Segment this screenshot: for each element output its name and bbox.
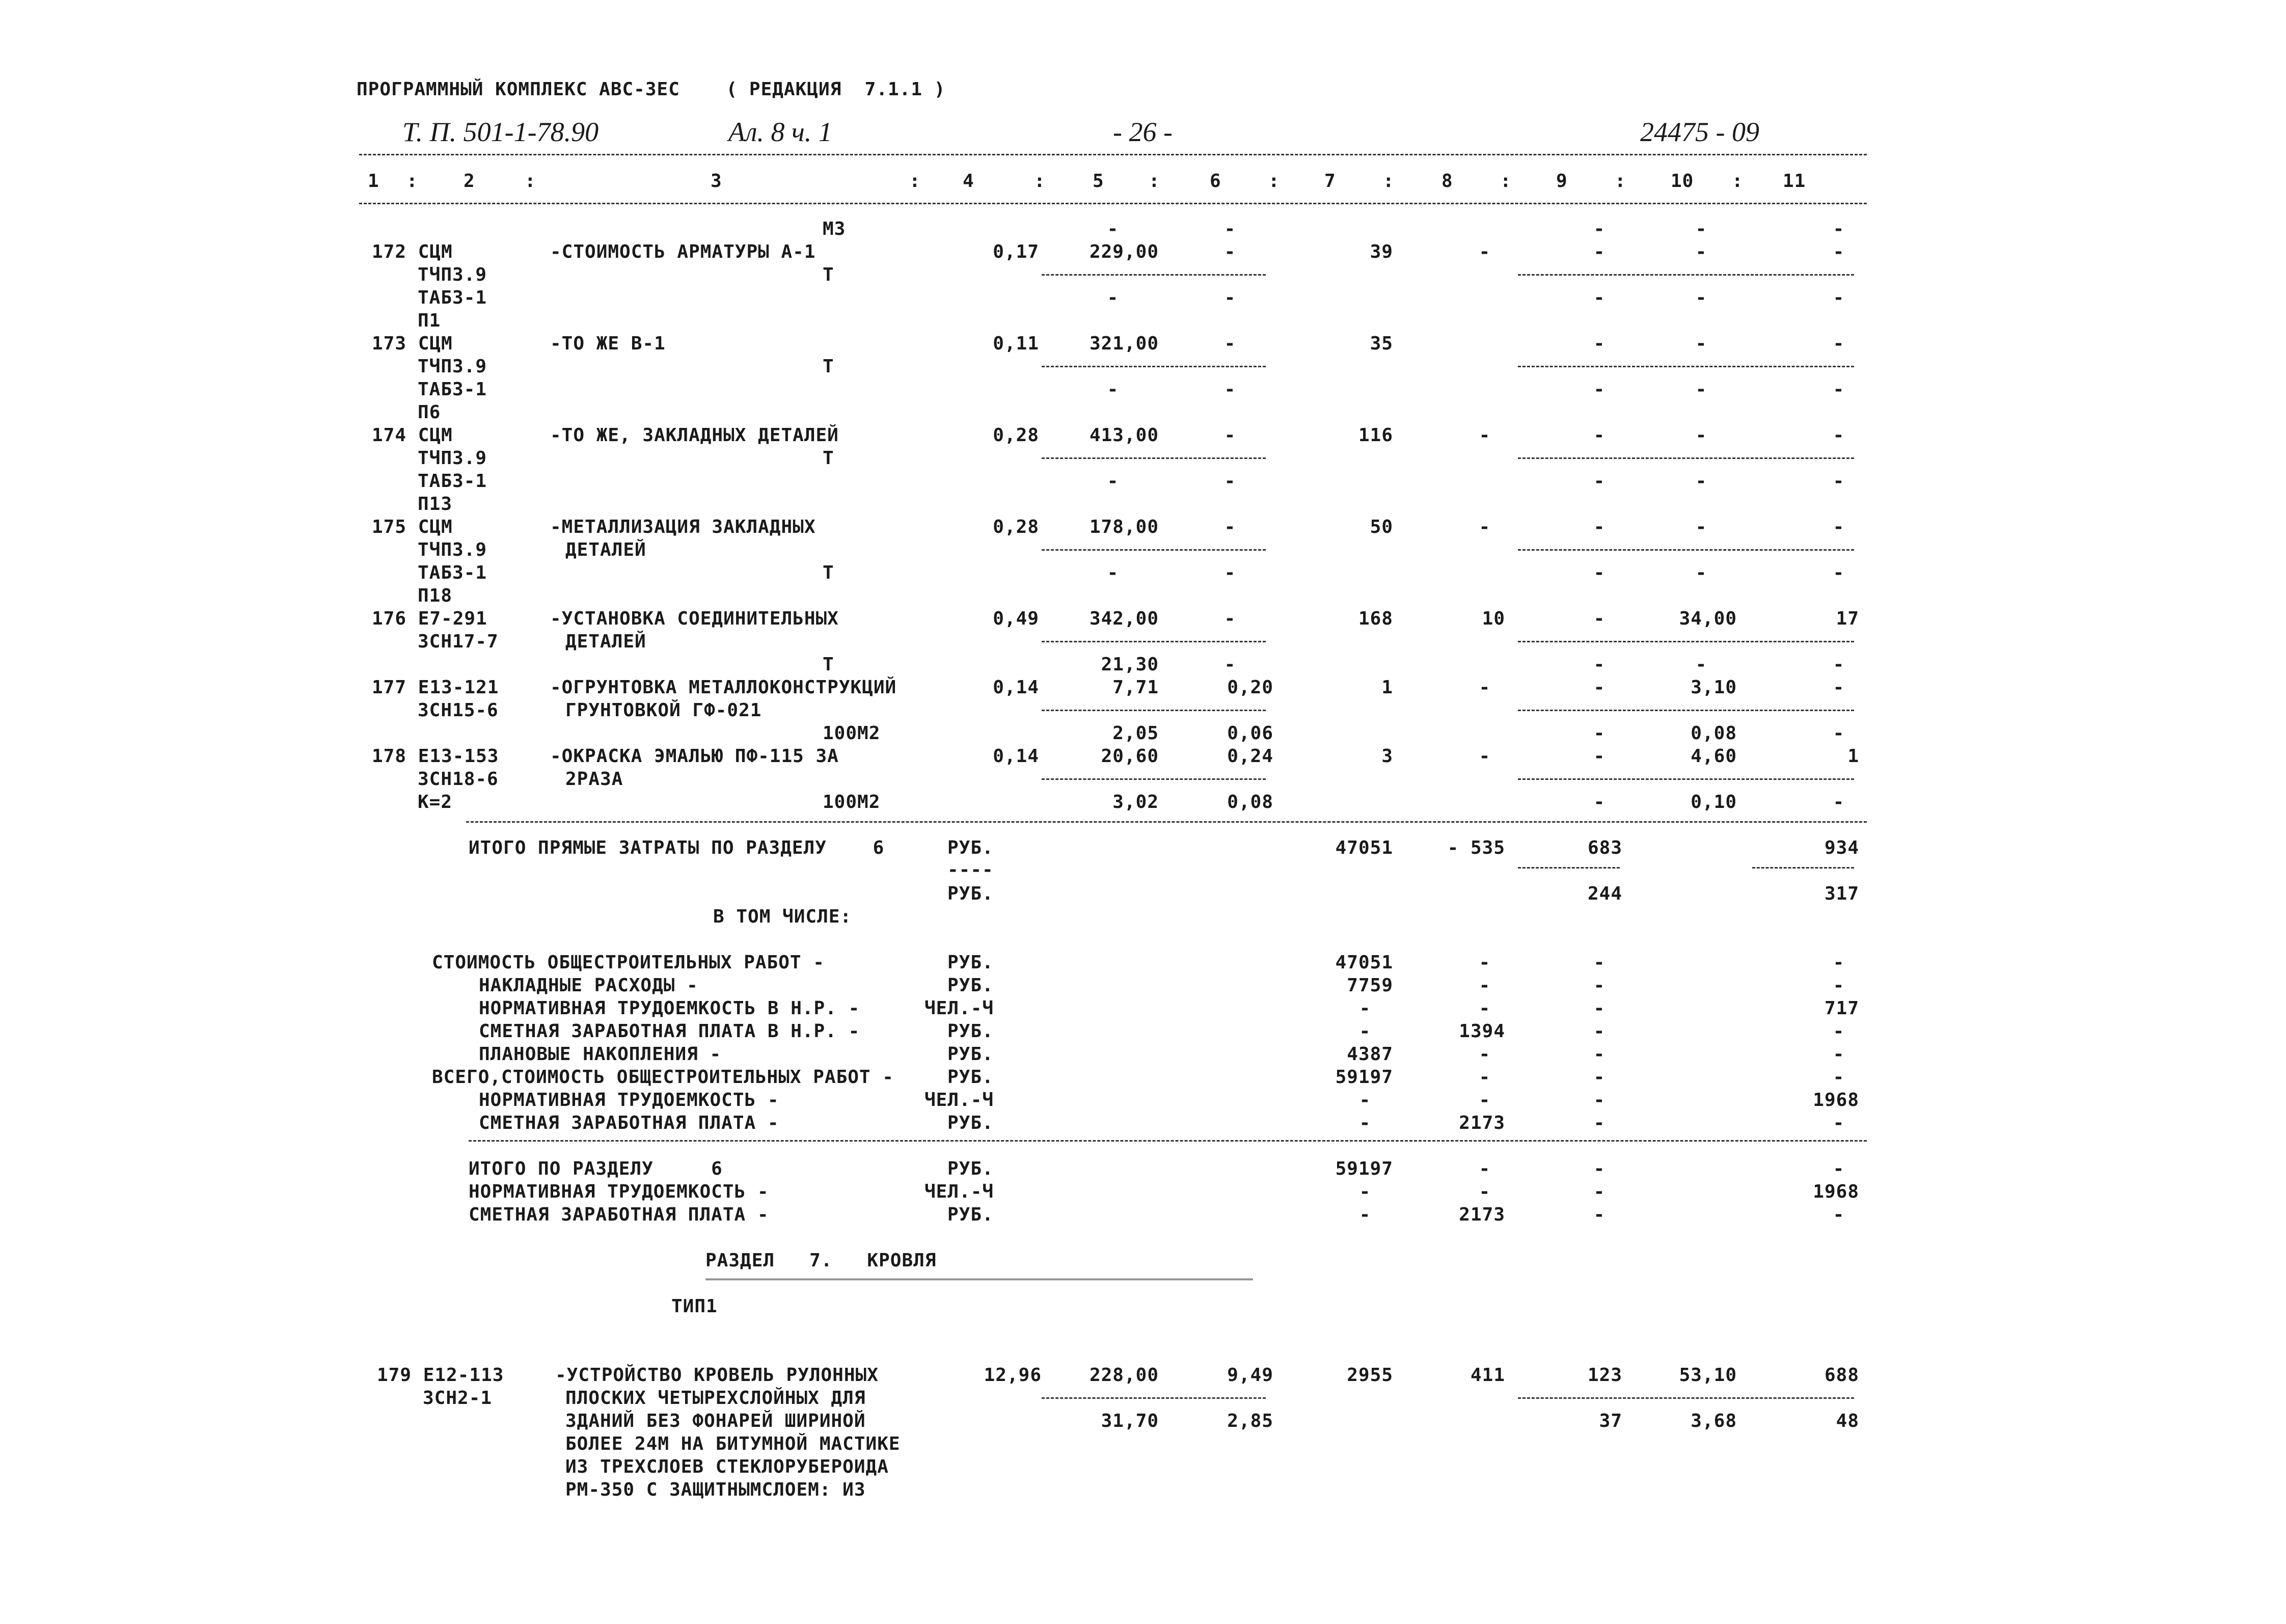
table-cell: 3,10 [1691, 677, 1737, 698]
table-cell: В ТОМ ЧИСЛЕ: [713, 906, 852, 927]
table-cell: П1 [418, 310, 441, 331]
table-cell: - [1833, 1204, 1845, 1225]
table-cell: 2955 [1347, 1365, 1393, 1386]
table-cell: - [1107, 219, 1119, 239]
table-cell: РУБ. [947, 1158, 994, 1179]
column-9-header: 9 [1556, 171, 1568, 192]
table-cell: - [1833, 1044, 1845, 1065]
table-cell: НОРМАТИВНАЯ ТРУДОЕМКОСТЬ В Н.Р. - [479, 998, 860, 1019]
table-cell: 177 Е13-121 [372, 677, 499, 698]
table-cell: 175 СЦМ [372, 517, 453, 537]
table-cell: СМЕТНАЯ ЗАРАБОТНАЯ ПЛАТА - [479, 1113, 779, 1133]
table-cell: 2,85 [1227, 1411, 1273, 1431]
table-cell: РУБ. [947, 1021, 994, 1042]
table-cell: - [1224, 333, 1236, 354]
table-cell: 688 [1824, 1365, 1859, 1386]
column-7-header: 7 [1324, 171, 1336, 192]
table-cell: - [1224, 471, 1236, 492]
table-cell: - [1593, 471, 1605, 492]
table-cell: - [1107, 471, 1119, 492]
page-number: - 26 - [1113, 117, 1173, 147]
table-cell: - [1833, 219, 1845, 239]
table-cell: СТОИМОСТЬ ОБЩЕСТРОИТЕЛЬНЫХ РАБОТ - [432, 952, 825, 973]
table-cell: ПЛОСКИХ ЧЕТЫРЕХСЛОЙНЫХ ДЛЯ [565, 1388, 866, 1409]
table-cell: - [1833, 1113, 1845, 1133]
table-cell: - [1593, 1044, 1605, 1065]
table-cell: М3 [823, 219, 846, 239]
table-cell: -ТО ЖЕ, ЗАКЛАДНЫХ ДЕТАЛЕЙ [550, 425, 839, 446]
table-cell: 717 [1824, 998, 1859, 1019]
column-6-header: 6 [1210, 171, 1221, 192]
table-cell: Т [823, 356, 834, 377]
table-cell: - [1107, 379, 1119, 400]
table-cell: - [1359, 1090, 1371, 1111]
table-cell: 1968 [1813, 1090, 1859, 1111]
table-cell: -ТО ЖЕ В-1 [550, 333, 666, 354]
table-cell: ТЧП3.9 [418, 539, 487, 560]
table-cell: 9,49 [1227, 1365, 1273, 1386]
table-cell: 47051 [1335, 952, 1393, 973]
table-cell: 47051 [1335, 837, 1393, 858]
table-cell: ГРУНТОВКОЙ ГФ-021 [565, 700, 762, 721]
table-cell: - [1833, 975, 1845, 996]
table-cell: - [1224, 379, 1236, 400]
table-cell: - [1833, 1021, 1845, 1042]
table-cell: - [1479, 746, 1491, 767]
table-cell: 228,00 [1089, 1365, 1159, 1386]
table-cell: - [1359, 1181, 1371, 1202]
table-cell: 1 [1847, 746, 1859, 767]
table-cell: П6 [418, 402, 441, 423]
table-cell: - [1833, 241, 1845, 262]
table-cell: 0,06 [1227, 723, 1273, 744]
table-cell: - [1833, 654, 1845, 675]
column-1-header: 1 [368, 171, 379, 192]
table-cell: 413,00 [1089, 425, 1159, 446]
project-code: Т. П. 501-1-78.90 [402, 117, 599, 147]
table-cell: 174 СЦМ [372, 425, 453, 446]
column-separator: : [1149, 171, 1160, 192]
table-cell: - [1107, 287, 1119, 308]
table-cell: - [1224, 608, 1236, 629]
table-cell: 10 [1482, 608, 1505, 629]
table-cell: - [1695, 379, 1707, 400]
table-cell: 0,17 [993, 241, 1039, 262]
table-cell: -УСТРОЙСТВО КРОВЕЛЬ РУЛОННЫХ [555, 1365, 879, 1386]
table-cell: 0,14 [993, 677, 1039, 698]
table-cell: 2173 [1459, 1204, 1505, 1225]
table-cell: 2РАЗА [565, 769, 623, 790]
table-cell: - [1479, 677, 1491, 698]
table-cell: НАКЛАДНЫЕ РАСХОДЫ - [479, 975, 698, 996]
table-cell: -УСТАНОВКА СОЕДИНИТЕЛЬНЫХ [550, 608, 839, 629]
table-cell: 0,24 [1227, 746, 1273, 767]
table-cell: РУБ. [947, 1113, 994, 1133]
table-cell: 176 Е7-291 [372, 608, 487, 629]
table-cell: - [1593, 723, 1605, 744]
table-cell: - [1695, 241, 1707, 262]
table-cell: -ОГРУНТОВКА МЕТАЛЛОКОНСТРУКЦИЙ [550, 677, 897, 698]
table-cell: 2173 [1459, 1113, 1505, 1133]
table-cell: 0,28 [993, 517, 1039, 537]
table-cell: ДЕТАЛЕЙ [565, 539, 646, 560]
table-cell: - [1107, 562, 1119, 583]
table-cell: 2,05 [1112, 723, 1159, 744]
table-cell: - [1224, 241, 1236, 262]
table-cell: - [1593, 746, 1605, 767]
table-cell: ИТОГО ПО РАЗДЕЛУ 6 [469, 1158, 723, 1179]
table-cell: 411 [1470, 1365, 1505, 1386]
column-separator: : [525, 171, 536, 192]
table-cell: - [1479, 998, 1491, 1019]
table-cell: - [1833, 723, 1845, 744]
table-cell: - [1479, 975, 1491, 996]
column-2-header: 2 [464, 171, 475, 192]
column-4-header: 4 [963, 171, 974, 192]
table-cell: 0,11 [993, 333, 1039, 354]
table-cell: - [1479, 1090, 1491, 1111]
table-cell: - [1593, 379, 1605, 400]
table-cell: 0,20 [1227, 677, 1273, 698]
table-cell: 3СН18-6 [418, 769, 499, 790]
column-10-header: 10 [1671, 171, 1694, 192]
table-cell: -МЕТАЛЛИЗАЦИЯ ЗАКЛАДНЫХ [550, 517, 816, 537]
table-cell: - [1695, 425, 1707, 446]
table-cell: 53,10 [1679, 1365, 1737, 1386]
table-cell: П18 [418, 585, 453, 606]
table-cell: 683 [1587, 837, 1622, 858]
table-cell: - [1479, 1181, 1491, 1202]
table-cell: - [1695, 333, 1707, 354]
table-cell: 178 Е13-153 [372, 746, 499, 767]
table-cell: НОРМАТИВНАЯ ТРУДОЕМКОСТЬ - [469, 1181, 769, 1202]
table-cell: РУБ. [947, 1044, 994, 1065]
table-cell: - [1593, 1204, 1605, 1225]
table-cell: - [1593, 287, 1605, 308]
table-cell: Т [823, 562, 834, 583]
table-cell: ЧЕЛ.-Ч [924, 998, 994, 1019]
table-cell: - [1593, 608, 1605, 629]
table-cell: 1968 [1813, 1181, 1859, 1202]
table-cell: 3 [1381, 746, 1393, 767]
table-cell: 4,60 [1691, 746, 1737, 767]
table-cell: 48 [1836, 1411, 1859, 1431]
table-cell: Т [823, 448, 834, 469]
table-cell: - [1593, 1090, 1605, 1111]
table-cell: - [1479, 1067, 1491, 1088]
table-cell: 3СН15-6 [418, 700, 499, 721]
table-cell: ИТОГО ПРЯМЫЕ ЗАТРАТЫ ПО РАЗДЕЛУ 6 [469, 837, 885, 858]
table-cell: 59197 [1335, 1158, 1393, 1179]
table-cell: 3,68 [1691, 1411, 1737, 1431]
document-number: 24475 - 09 [1640, 117, 1759, 147]
table-cell: - [1479, 517, 1491, 537]
table-cell: - [1593, 975, 1605, 996]
table-cell: - [1593, 1113, 1605, 1133]
table-cell: 0,10 [1691, 792, 1737, 813]
table-cell: 59197 [1335, 1067, 1393, 1088]
table-cell: - [1593, 792, 1605, 813]
table-cell: - [1833, 379, 1845, 400]
table-cell: -ОКРАСКА ЭМАЛЬЮ ПФ-115 ЗА [550, 746, 839, 767]
table-cell: - [1479, 425, 1491, 446]
table-cell: - [1593, 1158, 1605, 1179]
table-cell: 39 [1370, 241, 1393, 262]
table-cell: ТЧП3.9 [418, 264, 487, 285]
table-cell: - [1224, 517, 1236, 537]
column-3-header: 3 [711, 171, 722, 192]
table-cell: - [1359, 1204, 1371, 1225]
table-cell: - [1833, 1158, 1845, 1179]
table-cell: - [1695, 219, 1707, 239]
table-cell: 12,96 [984, 1365, 1042, 1386]
table-cell: 7,71 [1112, 677, 1159, 698]
table-cell: - [1593, 654, 1605, 675]
table-cell: 17 [1836, 608, 1859, 629]
table-cell: ВСЕГО,СТОИМОСТЬ ОБЩЕСТРОИТЕЛЬНЫХ РАБОТ - [432, 1067, 894, 1088]
column-8-header: 8 [1441, 171, 1453, 192]
table-cell: 168 [1358, 608, 1393, 629]
column-separator: : [406, 171, 418, 192]
table-cell: 100М2 [823, 792, 881, 813]
table-cell: 100М2 [823, 723, 881, 744]
column-separator: : [1268, 171, 1280, 192]
table-cell: - [1833, 677, 1845, 698]
table-cell: - [1224, 287, 1236, 308]
column-separator: : [1500, 171, 1512, 192]
table-cell: РУБ. [947, 975, 994, 996]
column-separator: : [1034, 171, 1046, 192]
table-cell: - [1695, 562, 1707, 583]
table-cell: - [1593, 1067, 1605, 1088]
column-separator: : [1615, 171, 1626, 192]
table-cell: П13 [418, 494, 453, 515]
table-cell: ТАБ3-1 [418, 287, 487, 308]
table-cell: 342,00 [1089, 608, 1159, 629]
table-cell: - [1833, 287, 1845, 308]
table-cell: БОЛЕЕ 24М НА БИТУМНОЙ МАСТИКЕ [565, 1433, 901, 1454]
table-cell: 1394 [1459, 1021, 1505, 1042]
table-cell: ИЗ ТРЕХСЛОЕВ СТЕКЛОРУБЕРОИДА [565, 1456, 889, 1477]
table-cell: 0,14 [993, 746, 1039, 767]
table-cell: - [1593, 677, 1605, 698]
table-cell: - [1593, 1021, 1605, 1042]
table-cell: 34,00 [1679, 608, 1737, 629]
table-cell: 0,08 [1227, 792, 1273, 813]
table-cell: НОРМАТИВНАЯ ТРУДОЕМКОСТЬ - [479, 1090, 779, 1111]
table-cell: РАЗДЕЛ 7. КРОВЛЯ [705, 1250, 937, 1271]
table-cell: - 535 [1447, 837, 1505, 858]
table-cell: К=2 [418, 792, 453, 813]
table-cell: 178,00 [1089, 517, 1159, 537]
table-cell: - [1479, 1044, 1491, 1065]
table-cell: - [1593, 333, 1605, 354]
table-cell: - [1593, 562, 1605, 583]
table-cell: - [1833, 425, 1845, 446]
table-cell: 21,30 [1101, 654, 1159, 675]
table-cell: Т [823, 654, 834, 675]
table-cell: 3СН2-1 [423, 1388, 493, 1409]
table-cell: 0,28 [993, 425, 1039, 446]
table-cell: - [1833, 562, 1845, 583]
table-cell: - [1833, 471, 1845, 492]
table-cell: 50 [1370, 517, 1393, 537]
table-cell: - [1224, 425, 1236, 446]
table-cell: ---- [947, 859, 994, 880]
table-cell: 173 СЦМ [372, 333, 453, 354]
table-cell: 31,70 [1101, 1411, 1159, 1431]
table-cell: - [1224, 219, 1236, 239]
table-cell: - [1479, 952, 1491, 973]
table-cell: - [1833, 517, 1845, 537]
column-11-header: 11 [1783, 171, 1806, 192]
table-cell: ТАБ3-1 [418, 471, 487, 492]
table-cell: ПЛАНОВЫЕ НАКОПЛЕНИЯ - [479, 1044, 722, 1065]
table-cell: СМЕТНАЯ ЗАРАБОТНАЯ ПЛАТА - [469, 1204, 769, 1225]
table-cell: - [1593, 1181, 1605, 1202]
table-cell: 20,60 [1101, 746, 1159, 767]
table-cell: - [1479, 1158, 1491, 1179]
table-cell: - [1695, 287, 1707, 308]
table-cell: ЧЕЛ.-Ч [924, 1181, 994, 1202]
table-cell: - [1833, 952, 1845, 973]
table-cell: 123 [1587, 1365, 1622, 1386]
table-cell: - [1359, 998, 1371, 1019]
table-cell: - [1593, 952, 1605, 973]
table-cell: - [1833, 1067, 1845, 1088]
table-cell: - [1479, 241, 1491, 262]
table-cell: - [1695, 471, 1707, 492]
table-cell: РУБ. [947, 1204, 994, 1225]
table-cell: -СТОИМОСТЬ АРМАТУРЫ А-1 [550, 241, 816, 262]
table-cell: - [1695, 517, 1707, 537]
table-cell: ДЕТАЛЕЙ [565, 631, 646, 652]
table-cell: 317 [1824, 883, 1859, 904]
table-cell: 0,08 [1691, 723, 1737, 744]
table-cell: ТИП1 [671, 1296, 718, 1317]
table-cell: - [1593, 219, 1605, 239]
table-cell: 321,00 [1089, 333, 1159, 354]
table-cell: - [1593, 517, 1605, 537]
table-cell: - [1593, 425, 1605, 446]
table-cell: РУБ. [947, 952, 994, 973]
table-cell: Т [823, 264, 834, 285]
table-cell: ТАБ3-1 [418, 562, 487, 583]
table-cell: - [1359, 1021, 1371, 1042]
table-cell: 35 [1370, 333, 1393, 354]
table-cell: 1 [1381, 677, 1393, 698]
table-cell: РУБ. [947, 883, 994, 904]
table-cell: ТЧП3.9 [418, 356, 487, 377]
table-cell: - [1695, 654, 1707, 675]
table-cell: 244 [1587, 883, 1622, 904]
table-cell: - [1833, 333, 1845, 354]
table-cell: - [1833, 792, 1845, 813]
table-cell: - [1224, 562, 1236, 583]
table-cell: 179 Е12-113 [377, 1365, 504, 1386]
table-cell: 4387 [1347, 1044, 1393, 1065]
table-cell: ТЧП3.9 [418, 448, 487, 469]
column-separator: : [1383, 171, 1395, 192]
column-separator: : [909, 171, 921, 192]
table-cell: 934 [1824, 837, 1859, 858]
table-cell: - [1359, 1113, 1371, 1133]
table-cell: 3СН17-7 [418, 631, 499, 652]
table-cell: - [1593, 998, 1605, 1019]
album-label: Ал. 8 ч. 1 [728, 117, 832, 147]
table-cell: ТАБ3-1 [418, 379, 487, 400]
table-cell: 116 [1358, 425, 1393, 446]
table-cell: РУБ. [947, 1067, 994, 1088]
table-cell: РУБ. [947, 837, 994, 858]
table-cell: 37 [1599, 1411, 1622, 1431]
table-cell: 3,02 [1112, 792, 1159, 813]
table-cell: ЗДАНИЙ БЕЗ ФОНАРЕЙ ШИРИНОЙ [565, 1411, 866, 1431]
table-cell: - [1224, 654, 1236, 675]
program-header: ПРОГРАММНЫЙ КОМПЛЕКС АВС-ЗЕС ( РЕДАКЦИЯ 7.1.1 ) [357, 79, 946, 100]
table-cell: РМ-350 С ЗАЩИТНЫМСЛОЕМ: ИЗ [565, 1479, 866, 1500]
table-cell: 229,00 [1089, 241, 1159, 262]
table-cell: СМЕТНАЯ ЗАРАБОТНАЯ ПЛАТА В Н.Р. - [479, 1021, 860, 1042]
table-cell: - [1593, 241, 1605, 262]
column-5-header: 5 [1093, 171, 1104, 192]
table-cell: 0,49 [993, 608, 1039, 629]
table-cell: 7759 [1347, 975, 1393, 996]
table-cell: ЧЕЛ.-Ч [924, 1090, 994, 1111]
table-cell: 172 СЦМ [372, 241, 453, 262]
column-separator: : [1732, 171, 1744, 192]
